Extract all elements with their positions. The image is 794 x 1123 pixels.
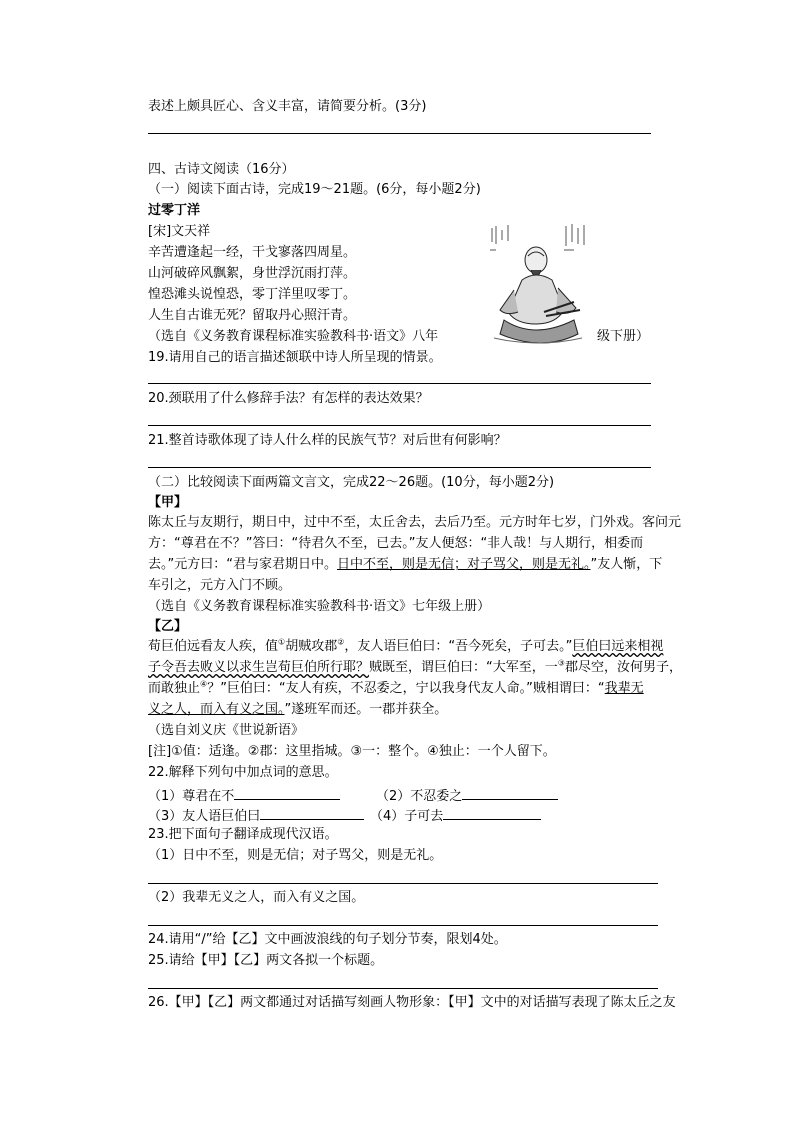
question-22-item: （2）不忍委之 xyxy=(376,786,558,805)
question-22-title: 22.解释下列句中加点词的意思。 xyxy=(148,765,338,780)
passage-yi-notes: [注]①值：适逢。②郡：这里指城。③一：整个。④独止：一个人留下。 xyxy=(148,744,556,759)
poem-line: 人生自古谁无死？留取丹心照汗青。 xyxy=(148,308,357,323)
answer-line xyxy=(148,383,651,384)
answer-line xyxy=(148,467,651,468)
question-23-title: 23.把下面句子翻译成现代汉语。 xyxy=(148,827,338,842)
passage-jia-line: 方：“尊君在不？”答曰：“待君久不至，已去。”友人便怒：“非人哉！与人期行，相委而 xyxy=(148,536,644,551)
poem-source-end: 级下册） xyxy=(597,329,650,344)
section-4-title: 四、古诗文阅读（16分） xyxy=(148,162,295,177)
poem-title: 过零丁洋 xyxy=(148,203,201,218)
passage-jia-label: 【甲】 xyxy=(148,495,188,510)
question-24: 24.请用“/”给【乙】文中画波浪线的句子划分节奏，限划4处。 xyxy=(148,932,507,947)
question-21: 21.整首诗歌体现了诗人什么样的民族气节？对后世有何影响？ xyxy=(148,433,507,448)
underlined-sentence: 日中不至，则是无信；对子骂父，则是无礼。 xyxy=(336,557,591,572)
passage-yi-line: 荀巨伯远看友人疾，值①胡贼攻郡②，友人语巨伯曰：“吾今死矣，子可去。”巨伯曰远来相视 xyxy=(148,637,664,654)
poem-line: 辛苦遭逢起一经，干戈寥落四周星。 xyxy=(148,245,357,260)
wavy-underlined-sentence: 巨伯曰远来相视 xyxy=(572,639,664,654)
fill-blank[interactable] xyxy=(260,806,364,820)
question-25: 25.请给【甲】【乙】两文各拟一个标题。 xyxy=(148,953,384,968)
part-1-instruction: （一）阅读下面古诗，完成19～21题。(6分，每小题2分) xyxy=(148,182,481,197)
poem-author: [宋]文天祥 xyxy=(148,224,211,239)
poem-line: 惶恐滩头说惶恐，零丁洋里叹零丁。 xyxy=(148,287,357,302)
question-22-item: （1）尊君在不 xyxy=(148,786,340,805)
poet-portrait-illustration xyxy=(484,220,590,350)
question-22-item: （4）子可去 xyxy=(370,806,541,825)
answer-line xyxy=(148,883,658,884)
question-23-sentence: （2）我辈无义之人，而入有义之国。 xyxy=(148,890,365,905)
question-22-item: （3）友人语巨伯曰 xyxy=(148,806,364,825)
fill-blank[interactable] xyxy=(443,806,541,820)
answer-line xyxy=(148,133,651,134)
question-23-sentence: （1）日中不至，则是无信；对子骂父，则是无礼。 xyxy=(148,848,443,863)
wavy-underlined-sentence: 子令吾去败义以求生岂荀巨伯所行耶？ xyxy=(148,660,370,675)
fill-blank[interactable] xyxy=(462,786,558,800)
answer-line xyxy=(148,988,658,989)
fill-blank[interactable] xyxy=(234,786,340,800)
passage-jia-source: （选自《义务教育课程标准实验教科书·语文》七年级上册） xyxy=(148,599,491,614)
passage-yi-line: 义之人，而入有义之国。”遂班军而还。一郡并获全。 xyxy=(148,702,448,717)
passage-yi-line: 子令吾去败义以求生岂荀巨伯所行耶？贼既至，谓巨伯曰：“大军至，一③郡尽空，汝何男子， xyxy=(148,658,682,675)
passage-jia-line: 陈太丘与友期行，期日中，过中不至，太丘舍去，去后乃至。元方时年七岁，门外戏。客问元 xyxy=(148,515,682,530)
underlined-sentence: 我辈无 xyxy=(604,681,644,696)
part-2-instruction: （二）比较阅读下面两篇文言文，完成22～26题。(10分，每小题2分) xyxy=(148,475,555,490)
passage-jia-line: 去。”元方曰：“君与家君期日中。日中不至，则是无信；对子骂父，则是无礼。”友人惭，下 xyxy=(148,557,663,572)
question-19: 19.请用自己的语言描述颔联中诗人所呈现的情景。 xyxy=(148,350,442,365)
passage-yi-source: （选自刘义庆《世说新语》 xyxy=(148,723,305,738)
underlined-sentence: 义之人，而入有义之国。 xyxy=(148,702,285,717)
answer-line xyxy=(148,425,651,426)
question-18-tail: 表述上颇具匠心、含义丰富，请简要分析。(3分) xyxy=(148,99,427,114)
question-26: 26.【甲】【乙】两文都通过对话描写刻画人物形象：【甲】文中的对话描写表现了陈太丘之友 xyxy=(148,995,676,1010)
passage-yi-label: 【乙】 xyxy=(148,619,188,634)
poem-source: （选自《义务教育课程标准实验教科书·语文》八年 xyxy=(148,329,439,344)
passage-yi-line: 而敢独止④？”巨伯曰：“友人有疾，不忍委之，宁以我身代友人命。”贼相谓曰：“我辈无 xyxy=(148,679,644,696)
answer-line xyxy=(148,925,658,926)
poem-line: 山河破碎风飘絮，身世浮沉雨打萍。 xyxy=(148,266,357,281)
question-20: 20.颈联用了什么修辞手法？有怎样的表达效果？ xyxy=(148,391,429,406)
passage-jia-line: 车引之，元方入门不顾。 xyxy=(148,578,292,593)
